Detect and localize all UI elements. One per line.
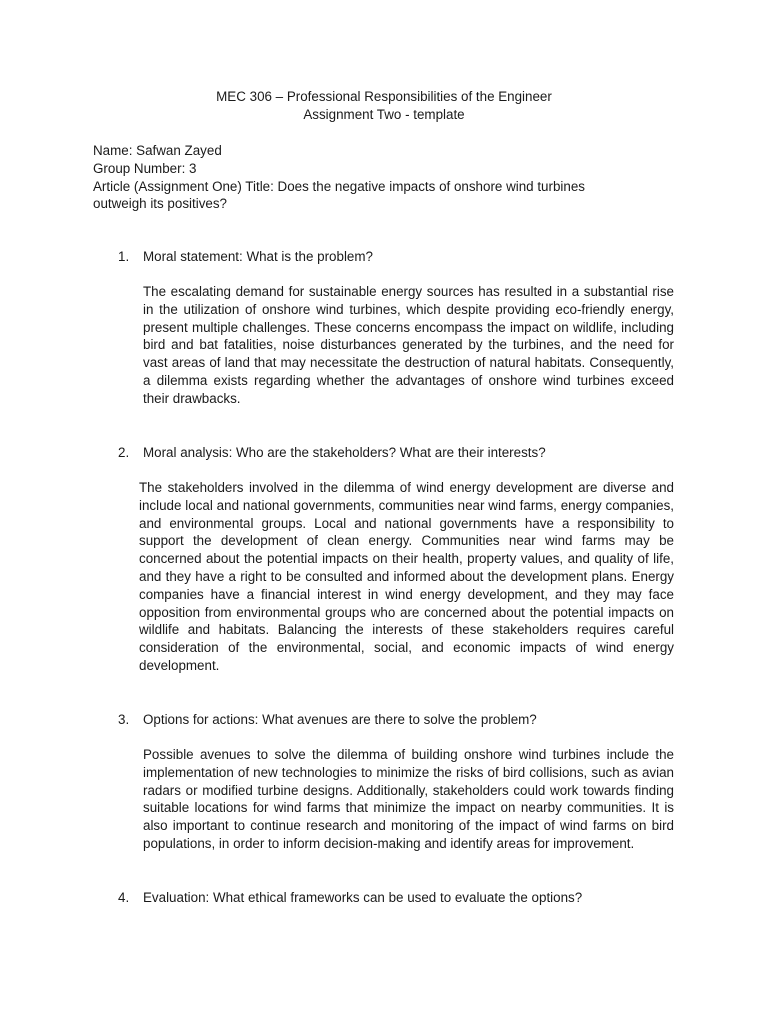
section-2-heading-text: Moral analysis: Who are the stakeholders? What are their interests?	[143, 445, 546, 460]
section-1-heading	[118, 248, 698, 266]
section-2-number: 2.	[118, 445, 130, 460]
student-name: Name: Safwan Zayed	[93, 143, 222, 158]
section-4-heading-text: Evaluation: What ethical frameworks can be used to evaluate the options?	[143, 890, 583, 905]
section-4-number: 4.	[118, 890, 130, 905]
course-title: MEC 306 – Professional Responsibilities of the Engineer	[216, 89, 552, 104]
section-3-heading	[118, 711, 698, 729]
group-number: Group Number: 3	[93, 160, 197, 176]
section-2-body: The stakeholders involved in the dilemma of wind energy development are diverse and include local and national governments, communities near wind farms, energy companies, and environmental groups. Local and national governments have a responsibility to support the development of clean energy. Communities near wind farms may be concerned about the potential impacts on their health, property values, and quality of life, and they have a right to be consulted and informed about the development plans. Energy companies have a financial interest in wind energy development, and they may face opposition from environmental groups who are concerned about the potential impacts on wildlife and habitats. Balancing the interests of these stakeholders requires careful consideration of the environmental, social, and economic impacts of wind energy development.	[139, 480, 674, 673]
section-2-heading	[118, 444, 698, 462]
section-1-heading-text: Moral statement: What is the problem?	[143, 249, 373, 264]
student-info	[93, 142, 693, 213]
assignment-title: Assignment Two - template	[303, 107, 465, 122]
section-1-body: The escalating demand for sustainable energy sources has resulted in a substantial rise in the utilization of onshore wind turbines, which despite providing eco-friendly energy, present multiple challenges. These concerns encompass the impact on wildlife, including bird and bat fatalities, noise disturbances generated by the turbines, and the need for vast areas of land that may necessitate the destruction of natural habitats. Consequently, a dilemma exists regarding whether the advantages of onshore wind turbines exceed their drawbacks.	[143, 284, 674, 406]
section-1-number: 1.	[118, 249, 130, 264]
section-3-body: Possible avenues to solve the dilemma of building onshore wind turbines include the implementation of new technologies to minimize the risks of bird collisions, such as avian radars or modified turbine designs. Additionally, stakeholders could work towards finding suitable locations for wind farms that minimize the impact on nearby communities. It is also important to continue research and monitoring of the impact of wind farms on bird populations, in order to inform decision-making and identify areas for improvement.	[143, 747, 674, 851]
section-3-heading-text: Options for actions: What avenues are there to solve the problem?	[143, 712, 537, 727]
article-title-line-2: outweigh its positives?	[93, 196, 227, 212]
section-4-heading	[118, 889, 698, 907]
document-title	[0, 88, 768, 124]
section-3-number: 3.	[118, 712, 130, 727]
article-title-line-1: Article (Assignment One) Title: Does the negative impacts of onshore wind turbines	[93, 178, 585, 194]
